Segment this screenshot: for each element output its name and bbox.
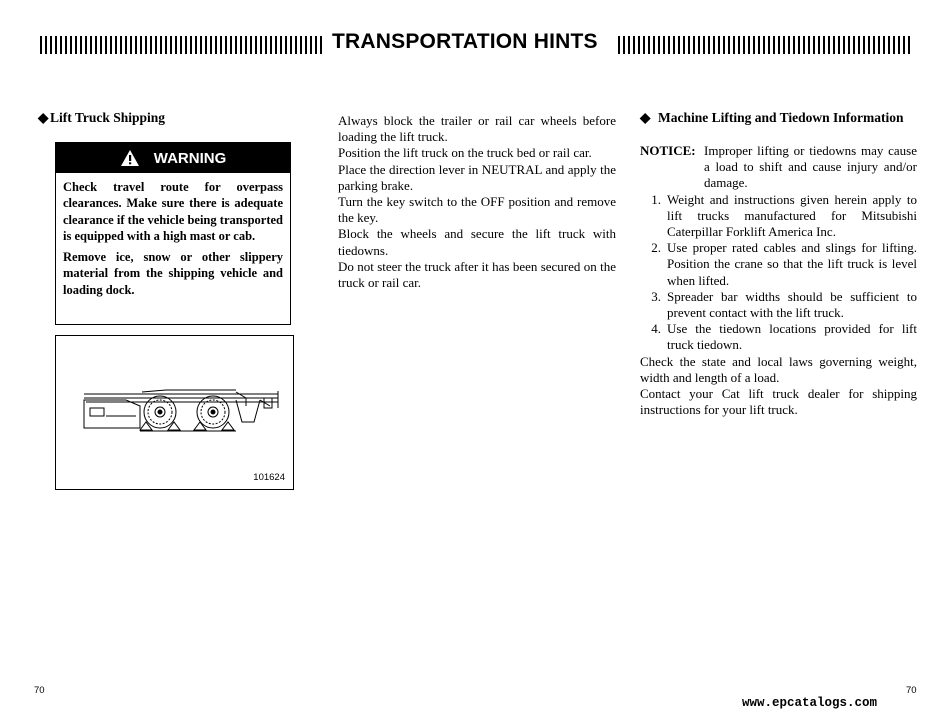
lift-truck-on-trailer-icon	[56, 336, 292, 488]
diamond-bullet-icon: ◆	[38, 110, 49, 125]
section-heading-machine-lifting: ◆ Machine Lifting and Tiedown Information	[640, 110, 904, 125]
page-header	[40, 28, 912, 62]
warning-text	[56, 173, 290, 298]
list-item	[640, 321, 917, 353]
item-text: Use proper rated cables and slings for lifting. Position the crane so that the lift truck is level when lifted.	[667, 240, 917, 288]
instruction-line: Turn the key switch to the OFF position and remove the key.	[338, 194, 616, 226]
list-item	[640, 289, 917, 321]
shipping-instructions	[338, 113, 616, 291]
item-text: Spreader bar widths should be sufficient to prevent contact with the lift truck.	[667, 288, 917, 321]
paragraph: Check the state and local laws governing weight, width and length of a load.	[640, 353, 917, 385]
instruction-line: Do not steer the truck after it has been secured on the truck or rail car.	[338, 258, 616, 291]
warning-label: WARNING	[153, 149, 227, 167]
warning-triangle-icon	[120, 149, 140, 167]
warning-header	[56, 143, 290, 173]
item-text: Weight and instructions given herein apply to lift trucks manufactured for Mitsubishi Caterpillar Forklift America Inc.	[667, 191, 917, 240]
section-heading-lift-truck-shipping: ◆ Lift Truck Shipping	[38, 110, 166, 125]
page-title: TRANSPORTATION HINTS	[332, 30, 598, 53]
notice-label: NOTICE:	[640, 143, 696, 158]
figure-number: 101624	[253, 472, 285, 483]
instruction-line: Position the lift truck on the truck bed or rail car.	[338, 145, 592, 161]
instruction-line: Always block the trailer or rail car wheels before loading the lift truck.	[338, 113, 616, 145]
page-number-left: 70	[34, 685, 45, 696]
paragraph: Contact your Cat lift truck dealer for shipping instructions for your lift truck.	[640, 386, 917, 418]
item-text: Use the tiedown locations provided for lift truck tiedown.	[667, 321, 917, 353]
item-number: 4.	[651, 321, 661, 337]
trailer-illustration	[55, 335, 294, 490]
instruction-line: Place the direction lever in NEUTRAL and apply the parking brake.	[338, 161, 616, 193]
header-rule-right	[618, 36, 912, 54]
warning-box	[55, 142, 291, 325]
notice-text: Improper lifting or tiedowns may cause a load to shift and cause injury and/or damage.	[704, 143, 917, 191]
watermark-url[interactable]: www.epcatalogs.com	[742, 696, 878, 710]
list-item	[640, 192, 917, 241]
list-item	[640, 240, 917, 289]
diamond-bullet-icon: ◆	[640, 110, 651, 125]
lifting-information	[640, 143, 917, 418]
item-number: 3.	[651, 288, 661, 304]
instruction-line: Block the wheels and secure the lift truck with tiedowns.	[338, 226, 616, 258]
warning-paragraph: Check travel route for overpass clearances. Make sure there is adequate clearance if the vehicle being transported is equipped with a high mast or cab.	[63, 180, 283, 243]
notice-block	[640, 143, 917, 192]
item-number: 1.	[651, 191, 661, 207]
lifting-steps-list	[640, 192, 917, 354]
item-number: 2.	[651, 240, 661, 256]
header-rule-left	[40, 36, 324, 54]
page-number-right: 70	[906, 685, 917, 696]
warning-paragraph: Remove ice, snow or other slippery material from the shipping vehicle and loading dock.	[63, 250, 283, 297]
